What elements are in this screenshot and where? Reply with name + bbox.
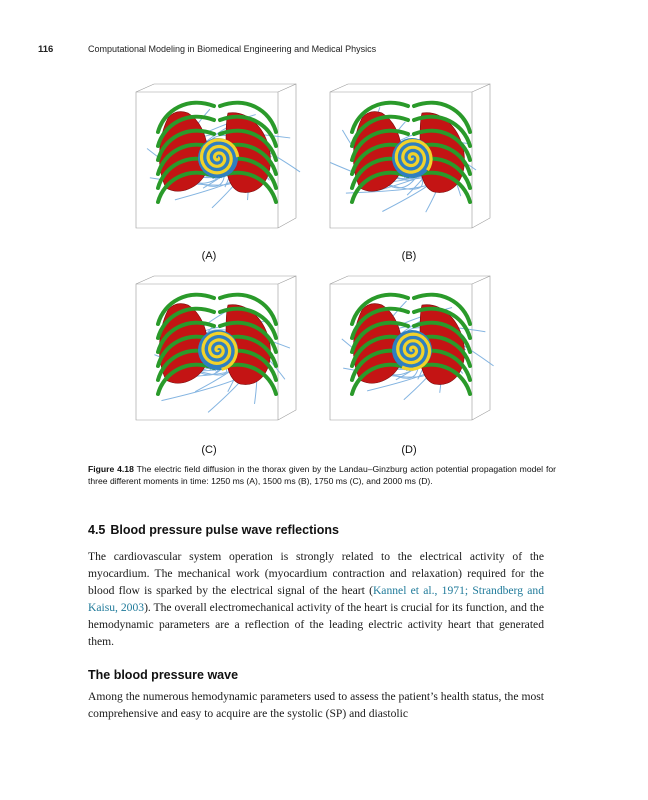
panel-label-c: (C) bbox=[201, 444, 217, 456]
page-number: 116 bbox=[38, 44, 54, 55]
heart-spiral bbox=[198, 138, 238, 178]
panel-label-a: (A) bbox=[201, 250, 217, 262]
citation-link[interactable]: Kannel et al., 1971; Strandberg and Kaisu, 2003 bbox=[88, 584, 544, 614]
paragraph-text: The cardiovascular system operation is strongly related to the electrical activity of the myocardium. The mechanical work (myocardium contraction and relaxation) required for the blood flow is sparked by the electrical signal of the heart ( bbox=[88, 550, 544, 597]
section-heading bbox=[88, 523, 339, 537]
section-title: Blood pressure pulse wave reflections bbox=[110, 523, 339, 537]
heart-spiral bbox=[392, 330, 432, 370]
figure-panel-b bbox=[322, 78, 498, 243]
running-title: Computational Modeling in Biomedical Engineering and Medical Physics bbox=[88, 44, 377, 54]
figure-panel-c bbox=[128, 270, 304, 435]
figure-panel-d bbox=[322, 270, 498, 435]
thorax-field-render-b bbox=[322, 78, 498, 243]
subsection-paragraph: Among the numerous hemodynamic parameters used to assess the patient’s health status, the most comprehensive and easy to acquire are the systolic (SP) and diastolic bbox=[88, 690, 544, 720]
figure-caption-text: The electric field diffusion in the thorax given by the Landau–Ginzburg action potential propagation model for three different moments in time: 1250 ms (A), 1500 ms (B), 1750 ms (C), and 2000 ms (D). bbox=[88, 464, 556, 487]
thorax-field-render-c bbox=[128, 270, 304, 435]
thorax-field-render-a bbox=[128, 78, 304, 243]
paragraph-text: ). The overall electromechanical activity of the heart is crucial for its function, and the hemodynamic parameters are a reflection of the leading electric activity heart that generated them. bbox=[88, 601, 544, 648]
heart-spiral bbox=[198, 330, 238, 370]
figure-caption bbox=[88, 463, 556, 488]
thorax-field-render-d bbox=[322, 270, 498, 435]
figure-panel-a bbox=[128, 78, 304, 243]
panel-label-d: (D) bbox=[401, 444, 417, 456]
subsection-heading: The blood pressure wave bbox=[88, 668, 239, 682]
panel-label-b: (B) bbox=[401, 250, 417, 262]
figure-caption-label: Figure 4.18 bbox=[88, 464, 134, 474]
running-head bbox=[38, 44, 552, 55]
heart-spiral bbox=[392, 138, 432, 178]
section-number: 4.5 bbox=[88, 523, 106, 537]
section-paragraph bbox=[88, 548, 544, 650]
